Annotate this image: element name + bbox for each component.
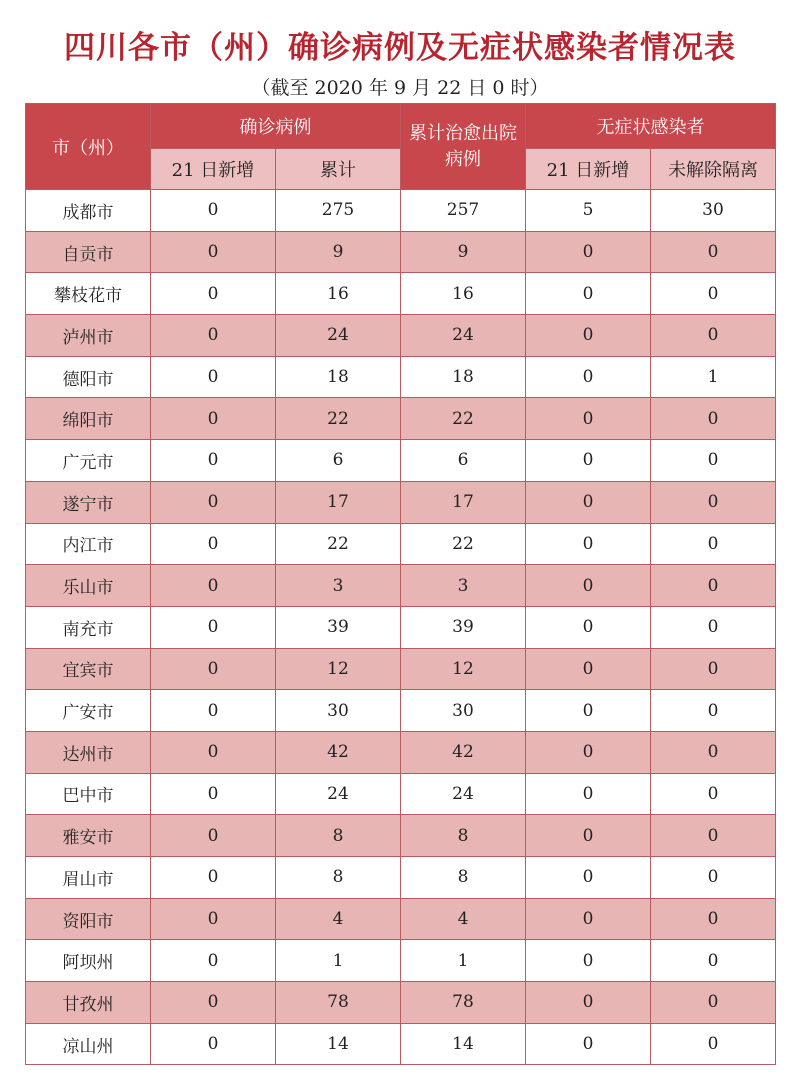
cell-city: 巴中市 bbox=[26, 773, 151, 815]
cell-asym-new: 0 bbox=[526, 273, 651, 315]
cell-total: 24 bbox=[276, 315, 401, 357]
cases-table bbox=[25, 103, 776, 1065]
cell-asym-new: 0 bbox=[526, 356, 651, 398]
cell-new: 0 bbox=[151, 982, 276, 1024]
cell-cured: 4 bbox=[401, 898, 526, 940]
cell-new: 0 bbox=[151, 231, 276, 273]
cell-cured: 14 bbox=[401, 1023, 526, 1065]
table-body bbox=[26, 190, 776, 1065]
cell-asym-new: 0 bbox=[526, 1023, 651, 1065]
cell-total: 78 bbox=[276, 982, 401, 1024]
cell-city: 自贡市 bbox=[26, 231, 151, 273]
header-total: 累计 bbox=[276, 149, 401, 190]
cell-isolation: 0 bbox=[651, 315, 776, 357]
cell-new: 0 bbox=[151, 773, 276, 815]
cell-asym-new: 0 bbox=[526, 440, 651, 482]
cell-new: 0 bbox=[151, 815, 276, 857]
cell-new: 0 bbox=[151, 648, 276, 690]
cell-asym-new: 0 bbox=[526, 606, 651, 648]
table-row bbox=[26, 356, 776, 398]
cell-isolation: 0 bbox=[651, 606, 776, 648]
cell-new: 0 bbox=[151, 731, 276, 773]
cell-city: 广安市 bbox=[26, 690, 151, 732]
cell-total: 42 bbox=[276, 731, 401, 773]
cell-total: 9 bbox=[276, 231, 401, 273]
cell-isolation: 0 bbox=[651, 815, 776, 857]
cell-cured: 9 bbox=[401, 231, 526, 273]
cell-city: 眉山市 bbox=[26, 857, 151, 899]
cell-asym-new: 5 bbox=[526, 190, 651, 232]
cell-asym-new: 0 bbox=[526, 398, 651, 440]
table-row bbox=[26, 190, 776, 232]
cell-total: 18 bbox=[276, 356, 401, 398]
cell-city: 甘孜州 bbox=[26, 982, 151, 1024]
cell-new: 0 bbox=[151, 273, 276, 315]
cell-isolation: 0 bbox=[651, 523, 776, 565]
cell-new: 0 bbox=[151, 440, 276, 482]
cell-new: 0 bbox=[151, 565, 276, 607]
cell-asym-new: 0 bbox=[526, 481, 651, 523]
cell-cured: 39 bbox=[401, 606, 526, 648]
table-row bbox=[26, 940, 776, 982]
cell-city: 成都市 bbox=[26, 190, 151, 232]
header-asymptomatic-group: 无症状感染者 bbox=[526, 104, 776, 149]
cell-total: 17 bbox=[276, 481, 401, 523]
cell-city: 攀枝花市 bbox=[26, 273, 151, 315]
cell-cured: 12 bbox=[401, 648, 526, 690]
cell-total: 1 bbox=[276, 940, 401, 982]
cell-city: 内江市 bbox=[26, 523, 151, 565]
header-not-released: 未解除隔离 bbox=[651, 149, 776, 190]
header-new-21: 21 日新增 bbox=[151, 149, 276, 190]
cell-city: 达州市 bbox=[26, 731, 151, 773]
cell-new: 0 bbox=[151, 606, 276, 648]
cell-isolation: 0 bbox=[651, 898, 776, 940]
table-row bbox=[26, 231, 776, 273]
cell-total: 275 bbox=[276, 190, 401, 232]
header-asym-new-21: 21 日新增 bbox=[526, 149, 651, 190]
cell-cured: 3 bbox=[401, 565, 526, 607]
cell-isolation: 0 bbox=[651, 440, 776, 482]
cell-total: 14 bbox=[276, 1023, 401, 1065]
cell-isolation: 0 bbox=[651, 231, 776, 273]
cell-new: 0 bbox=[151, 190, 276, 232]
cell-cured: 22 bbox=[401, 398, 526, 440]
cell-cured: 16 bbox=[401, 273, 526, 315]
cell-isolation: 0 bbox=[651, 273, 776, 315]
cell-isolation: 0 bbox=[651, 731, 776, 773]
table-row bbox=[26, 1023, 776, 1065]
cell-cured: 78 bbox=[401, 982, 526, 1024]
cell-cured: 17 bbox=[401, 481, 526, 523]
cell-total: 4 bbox=[276, 898, 401, 940]
table-row bbox=[26, 606, 776, 648]
cell-new: 0 bbox=[151, 315, 276, 357]
cell-cured: 6 bbox=[401, 440, 526, 482]
cell-isolation: 0 bbox=[651, 648, 776, 690]
cell-new: 0 bbox=[151, 857, 276, 899]
cell-isolation: 0 bbox=[651, 690, 776, 732]
page-subtitle: （截至 2020 年 9 月 22 日 0 时） bbox=[251, 77, 549, 99]
table-row bbox=[26, 690, 776, 732]
cell-city: 凉山州 bbox=[26, 1023, 151, 1065]
cell-isolation: 0 bbox=[651, 481, 776, 523]
cell-city: 广元市 bbox=[26, 440, 151, 482]
cell-total: 16 bbox=[276, 273, 401, 315]
cell-total: 8 bbox=[276, 815, 401, 857]
cell-cured: 22 bbox=[401, 523, 526, 565]
cell-city: 阿坝州 bbox=[26, 940, 151, 982]
cell-total: 30 bbox=[276, 690, 401, 732]
cell-new: 0 bbox=[151, 1023, 276, 1065]
page-title: 四川各市（州）确诊病例及无症状感染者情况表 bbox=[64, 30, 736, 66]
table-row bbox=[26, 648, 776, 690]
cell-asym-new: 0 bbox=[526, 898, 651, 940]
table-row bbox=[26, 898, 776, 940]
cell-total: 22 bbox=[276, 523, 401, 565]
cell-total: 6 bbox=[276, 440, 401, 482]
cell-cured: 30 bbox=[401, 690, 526, 732]
table-row bbox=[26, 773, 776, 815]
header-confirmed-group: 确诊病例 bbox=[151, 104, 401, 149]
cell-asym-new: 0 bbox=[526, 648, 651, 690]
cell-city: 泸州市 bbox=[26, 315, 151, 357]
cell-cured: 8 bbox=[401, 815, 526, 857]
cell-cured: 18 bbox=[401, 356, 526, 398]
cell-cured: 257 bbox=[401, 190, 526, 232]
cell-asym-new: 0 bbox=[526, 857, 651, 899]
header-cured-label: 累计治愈出院病例 bbox=[409, 122, 517, 170]
table-row bbox=[26, 857, 776, 899]
cell-cured: 42 bbox=[401, 731, 526, 773]
cell-isolation: 0 bbox=[651, 982, 776, 1024]
cell-city: 德阳市 bbox=[26, 356, 151, 398]
header-cured bbox=[401, 104, 526, 190]
cell-isolation: 0 bbox=[651, 1023, 776, 1065]
cell-isolation: 0 bbox=[651, 773, 776, 815]
cell-cured: 24 bbox=[401, 315, 526, 357]
table-row bbox=[26, 815, 776, 857]
cell-asym-new: 0 bbox=[526, 315, 651, 357]
cell-new: 0 bbox=[151, 481, 276, 523]
table-row bbox=[26, 481, 776, 523]
cell-city: 雅安市 bbox=[26, 815, 151, 857]
header-city: 市（州） bbox=[26, 104, 151, 190]
cell-asym-new: 0 bbox=[526, 690, 651, 732]
cell-asym-new: 0 bbox=[526, 231, 651, 273]
cell-total: 8 bbox=[276, 857, 401, 899]
table-row bbox=[26, 565, 776, 607]
cell-total: 12 bbox=[276, 648, 401, 690]
table-row bbox=[26, 315, 776, 357]
cell-city: 遂宁市 bbox=[26, 481, 151, 523]
cell-isolation: 0 bbox=[651, 857, 776, 899]
cell-asym-new: 0 bbox=[526, 815, 651, 857]
cell-new: 0 bbox=[151, 398, 276, 440]
cell-isolation: 0 bbox=[651, 565, 776, 607]
cell-new: 0 bbox=[151, 356, 276, 398]
table-row bbox=[26, 440, 776, 482]
table-row bbox=[26, 731, 776, 773]
cell-total: 24 bbox=[276, 773, 401, 815]
cell-total: 3 bbox=[276, 565, 401, 607]
table-row bbox=[26, 398, 776, 440]
cell-asym-new: 0 bbox=[526, 982, 651, 1024]
cell-cured: 1 bbox=[401, 940, 526, 982]
cell-city: 资阳市 bbox=[26, 898, 151, 940]
cell-cured: 8 bbox=[401, 857, 526, 899]
table-row bbox=[26, 273, 776, 315]
cell-asym-new: 0 bbox=[526, 940, 651, 982]
table-header bbox=[26, 104, 776, 190]
cell-asym-new: 0 bbox=[526, 523, 651, 565]
cell-new: 0 bbox=[151, 940, 276, 982]
cell-asym-new: 0 bbox=[526, 773, 651, 815]
cell-cured: 24 bbox=[401, 773, 526, 815]
cell-total: 22 bbox=[276, 398, 401, 440]
cell-isolation: 0 bbox=[651, 940, 776, 982]
table-row bbox=[26, 982, 776, 1024]
cell-isolation: 1 bbox=[651, 356, 776, 398]
cell-asym-new: 0 bbox=[526, 565, 651, 607]
cell-city: 宜宾市 bbox=[26, 648, 151, 690]
cell-city: 乐山市 bbox=[26, 565, 151, 607]
cell-total: 39 bbox=[276, 606, 401, 648]
cell-new: 0 bbox=[151, 690, 276, 732]
cell-asym-new: 0 bbox=[526, 731, 651, 773]
cell-new: 0 bbox=[151, 523, 276, 565]
cell-city: 绵阳市 bbox=[26, 398, 151, 440]
cell-city: 南充市 bbox=[26, 606, 151, 648]
cell-isolation: 30 bbox=[651, 190, 776, 232]
cell-new: 0 bbox=[151, 898, 276, 940]
table-row bbox=[26, 523, 776, 565]
cell-isolation: 0 bbox=[651, 398, 776, 440]
